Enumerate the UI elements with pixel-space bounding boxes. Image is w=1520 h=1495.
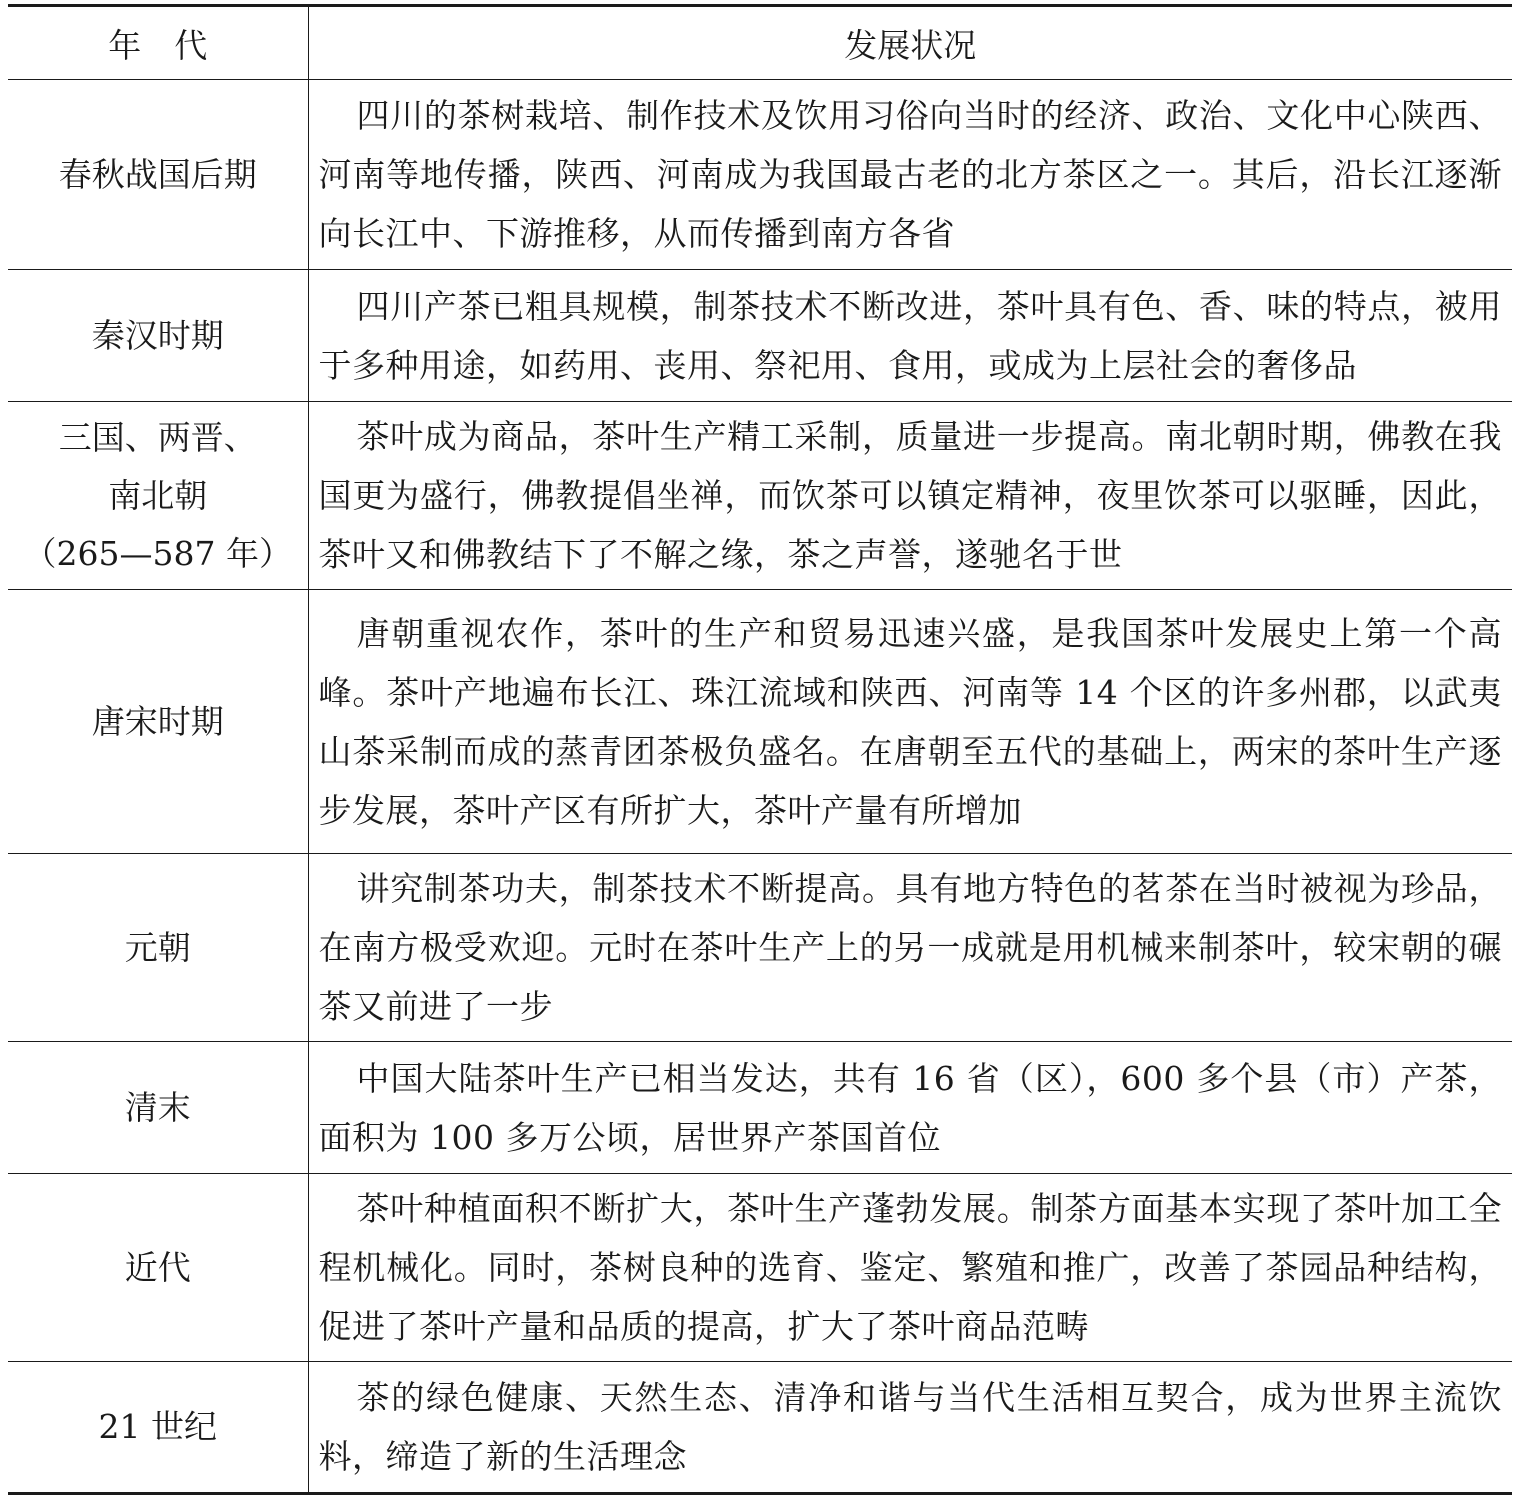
era-label: 三国、两晋、 [58,417,257,457]
description-cell: 唐朝重视农作，茶叶的生产和贸易迅速兴盛，是我国茶叶发展史上第一个高峰。茶叶产地遍布长江、珠江流域和陕西、河南等 14 个区的许多州郡，以武夷山茶采制而成的蒸青团茶极负盛名。在唐朝至五代的基础上，两宋的茶叶生产逐步发展，茶叶产区有所扩大，茶叶产量有所增加 [308,590,1512,854]
table-row [8,1042,1512,1174]
era-cell [8,402,308,590]
era-label: 元朝 [124,927,191,967]
table-row [8,80,1512,270]
era-cell [8,270,308,402]
document-sheet [8,4,1512,1495]
description-cell: 四川的茶树栽培、制作技术及饮用习俗向当时的经济、政治、文化中心陕西、河南等地传播，陕西、河南成为我国最古老的北方茶区之一。其后，沿长江逐渐向长江中、下游推移，从而传播到南方各省 [308,80,1512,270]
table-header-row [8,6,1512,80]
description-cell: 茶叶成为商品，茶叶生产精工采制，质量进一步提高。南北朝时期，佛教在我国更为盛行，佛教提倡坐禅，而饮茶可以镇定精神，夜里饮茶可以驱睡，因此，茶叶又和佛教结下了不解之缘，茶之声誉，遂驰名于世 [308,402,1512,590]
table-row [8,1362,1512,1494]
description-cell: 中国大陆茶叶生产已相当发达，共有 16 省（区），600 多个县（市）产茶，面积为 100 多万公顷，居世界产茶国首位 [308,1042,1512,1174]
description-cell: 茶的绿色健康、天然生态、清净和谐与当代生活相互契合，成为世界主流饮料，缔造了新的生活理念 [308,1362,1512,1494]
era-cell [8,590,308,854]
era-cell [8,1042,308,1174]
era-label: 近代 [124,1247,191,1287]
description-cell: 四川产茶已粗具规模，制茶技术不断改进，茶叶具有色、香、味的特点，被用于多种用途，如药用、丧用、祭祀用、食用，或成为上层社会的奢侈品 [308,270,1512,402]
header-era: 年 代 [8,6,308,80]
tea-history-table [8,4,1512,1495]
era-label: 21 世纪 [98,1407,217,1446]
era-label: 南北朝 [108,475,208,515]
header-description: 发展状况 [308,6,1512,80]
era-cell [8,854,308,1042]
table-row [8,1174,1512,1362]
era-label: 秦汉时期 [91,315,224,355]
table-row [8,590,1512,854]
era-label: （265—587 年） [23,533,292,573]
era-cell [8,1362,308,1494]
era-cell [8,80,308,270]
table-row [8,270,1512,402]
description-cell: 茶叶种植面积不断扩大，茶叶生产蓬勃发展。制茶方面基本实现了茶叶加工全程机械化。同时，茶树良种的选育、鉴定、繁殖和推广，改善了茶园品种结构，促进了茶叶产量和品质的提高，扩大了茶叶商品范畴 [308,1174,1512,1362]
table-row [8,854,1512,1042]
table-body [8,80,1512,1494]
era-cell [8,1174,308,1362]
era-label: 春秋战国后期 [58,154,257,194]
table-row [8,402,1512,590]
era-label: 清末 [124,1087,191,1127]
description-cell: 讲究制茶功夫，制茶技术不断提高。具有地方特色的茗茶在当时被视为珍品，在南方极受欢迎。元时在茶叶生产上的另一成就是用机械来制茶叶，较宋朝的碾茶又前进了一步 [308,854,1512,1042]
era-label: 唐宋时期 [91,701,224,741]
